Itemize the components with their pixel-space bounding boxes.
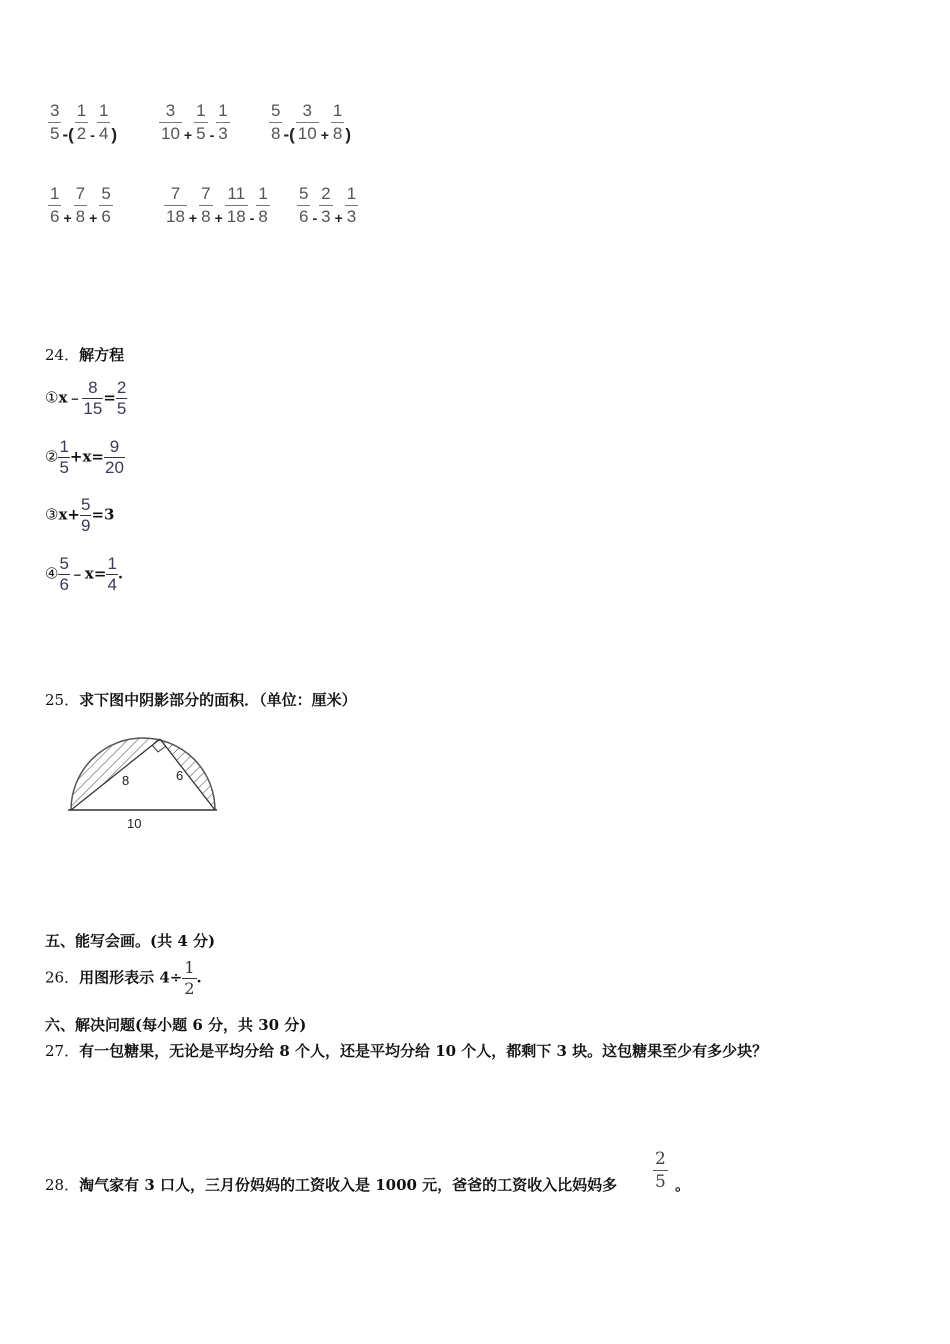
q24-number: 24． (45, 346, 80, 364)
equation-2 (45, 437, 125, 478)
fraction-denominator: 10 (161, 124, 180, 143)
q28-fraction (653, 1148, 668, 1193)
operator: - (209, 126, 215, 143)
eq2-f1-num: 1 (59, 437, 69, 456)
eq2-f2-den: 20 (105, 458, 124, 477)
fraction (199, 183, 212, 228)
fraction-denominator: 6 (101, 207, 111, 226)
q26-end: . (196, 968, 202, 987)
q28-end: 。 (675, 1176, 691, 1194)
eq2-marker: ② (45, 447, 59, 466)
eq3-f1-num: 5 (80, 495, 91, 514)
fraction-numerator: 1 (256, 183, 269, 206)
eq2-fraction-2 (104, 437, 125, 478)
q28-line (45, 1174, 617, 1195)
q28-frac-num: 2 (655, 1149, 666, 1169)
calc-expression-row2-3 (296, 183, 359, 228)
operator: -( (62, 124, 74, 144)
fraction-denominator: 4 (98, 124, 109, 143)
eq1-fraction-1 (82, 378, 103, 419)
fraction (345, 183, 358, 228)
eq1-f1-den: 15 (83, 399, 103, 418)
q27-number: 27． (45, 1042, 80, 1060)
calc-expression-row1-2 (158, 100, 231, 145)
eq4-f1-den: 6 (59, 575, 69, 594)
fraction-numerator: 7 (199, 183, 212, 206)
operator: + (89, 209, 98, 226)
eq4-mid: ﹣x= (69, 564, 107, 583)
fraction-numerator: 3 (159, 100, 182, 123)
fraction-numerator: 1 (331, 100, 344, 123)
q26-frac-num: 1 (184, 958, 195, 977)
eq3-fraction-1 (80, 495, 91, 536)
eq2-f1-den: 5 (59, 458, 69, 477)
q27-text: 有一包糖果，无论是平均分给 8 个人，还是平均分给 10 个人，都剩下 3 块。这包糖果至少有多少块？ (79, 1042, 768, 1060)
eq1-pre: x﹣ (58, 388, 83, 407)
fraction (99, 183, 112, 228)
eq3-post: =3 (91, 505, 115, 524)
fraction-denominator: 8 (271, 124, 281, 143)
operator: - (312, 209, 318, 226)
fraction (269, 100, 282, 145)
eq3-marker: ③ (45, 505, 59, 524)
eq1-f2-num: 2 (116, 378, 127, 397)
section-5-title: 五、能写会画。(共 4 分) (45, 932, 216, 950)
fraction-numerator: 1 (216, 100, 229, 123)
operator: -( (283, 124, 295, 144)
operator: + (63, 209, 72, 226)
q28-number: 28． (45, 1176, 80, 1194)
fraction-numerator: 11 (225, 183, 248, 206)
label-side-6: 6 (176, 768, 184, 783)
section-6-title: 六、解决问题(每小题 6 分，共 30 分) (45, 1016, 307, 1034)
fraction (297, 183, 310, 228)
fraction-numerator: 2 (319, 183, 332, 206)
fraction (97, 100, 110, 145)
operator: + (183, 126, 193, 143)
operator: - (90, 126, 95, 143)
eq4-fraction-1 (58, 554, 69, 595)
fraction (48, 100, 61, 145)
q26-frac-den: 2 (184, 979, 195, 998)
eq1-f2-den: 5 (116, 399, 127, 418)
q24-heading (45, 344, 124, 365)
fraction-denominator: 8 (201, 207, 211, 226)
operator: + (334, 209, 343, 226)
fraction (48, 183, 61, 228)
q26-line (45, 958, 202, 999)
operator: ) (111, 124, 118, 144)
eq4-fraction-2 (106, 554, 117, 595)
eq1-fraction-2 (116, 378, 127, 419)
fraction-denominator: 6 (50, 207, 60, 226)
label-diameter: 10 (127, 816, 142, 831)
fraction-denominator: 3 (218, 124, 228, 143)
fraction-numerator: 1 (194, 100, 207, 123)
q28-text: 淘气家有 3 口人，三月份妈妈的工资收入是 1000 元，爸爸的工资收入比妈妈多 (79, 1176, 618, 1194)
fraction (194, 100, 207, 145)
fraction-denominator: 8 (75, 207, 86, 226)
q26-fraction (182, 958, 196, 999)
fraction (319, 183, 332, 228)
fraction-denominator: 8 (258, 207, 268, 226)
q27-line (45, 1040, 767, 1061)
eq3-f1-den: 9 (80, 516, 91, 535)
label-side-8: 8 (122, 773, 130, 788)
eq4-f1-num: 5 (59, 554, 69, 573)
q28-frac-den: 5 (655, 1172, 666, 1192)
fraction-denominator: 3 (346, 207, 357, 226)
calc-expression-row2-2 (163, 183, 271, 228)
eq4-f2-den: 4 (107, 575, 117, 594)
fraction-numerator: 3 (296, 100, 319, 123)
eq4-post: . (117, 564, 124, 583)
fraction-denominator: 18 (226, 207, 246, 226)
calc-expression-row1-1 (47, 100, 117, 145)
equation-3 (45, 495, 114, 536)
eq2-fraction-1 (58, 437, 69, 478)
fraction (296, 100, 319, 145)
eq1-mid: = (103, 388, 116, 407)
q25-number: 25． (45, 691, 80, 709)
calc-expression-row1-3 (268, 100, 351, 145)
calc-expression-row2-1 (47, 183, 114, 228)
q26-number: 26． (45, 968, 80, 987)
fraction-numerator: 5 (269, 100, 282, 123)
fraction-denominator: 2 (76, 124, 87, 143)
q24-title: 解方程 (79, 346, 125, 364)
eq4-marker: ④ (45, 564, 59, 583)
equation-1 (45, 378, 127, 419)
fraction-denominator: 3 (321, 207, 331, 226)
fraction (74, 183, 87, 228)
eq4-f2-num: 1 (107, 554, 117, 573)
eq1-marker: ① (45, 388, 59, 407)
fraction-numerator: 1 (75, 100, 88, 123)
fraction-numerator: 7 (74, 183, 87, 206)
fraction-denominator: 6 (299, 207, 309, 226)
fraction-denominator: 10 (297, 124, 317, 143)
q25-heading (45, 689, 357, 710)
fraction-numerator: 5 (99, 183, 112, 206)
fraction (75, 100, 88, 145)
operator: - (249, 209, 255, 226)
fraction-denominator: 5 (50, 124, 60, 143)
fraction (225, 183, 248, 228)
semicircle-figure (60, 728, 230, 838)
eq3-pre: x+ (58, 505, 80, 524)
fraction (159, 100, 182, 145)
fraction-denominator: 8 (332, 124, 343, 143)
equation-4 (45, 554, 123, 595)
q25-text: 求下图中阴影部分的面积．（单位：厘米） (79, 691, 357, 709)
fraction-numerator: 3 (48, 100, 61, 123)
eq2-f2-num: 9 (104, 437, 125, 458)
fraction-denominator: 18 (166, 207, 185, 226)
eq1-f1-num: 8 (82, 378, 103, 399)
fraction (164, 183, 187, 228)
fraction (256, 183, 269, 228)
operator: ) (345, 124, 352, 144)
fraction-numerator: 7 (164, 183, 187, 206)
fraction-numerator: 1 (48, 183, 61, 206)
operator: + (188, 209, 198, 226)
fraction (216, 100, 229, 145)
fraction-numerator: 5 (297, 183, 310, 206)
fraction-numerator: 1 (345, 183, 358, 206)
fraction-numerator: 1 (97, 100, 110, 123)
operator: + (214, 209, 223, 226)
fraction-denominator: 5 (196, 124, 206, 143)
q26-text: 用图形表示 4÷ (79, 968, 183, 987)
operator: + (320, 126, 329, 143)
fraction (331, 100, 344, 145)
eq2-mid: +x= (69, 447, 105, 466)
